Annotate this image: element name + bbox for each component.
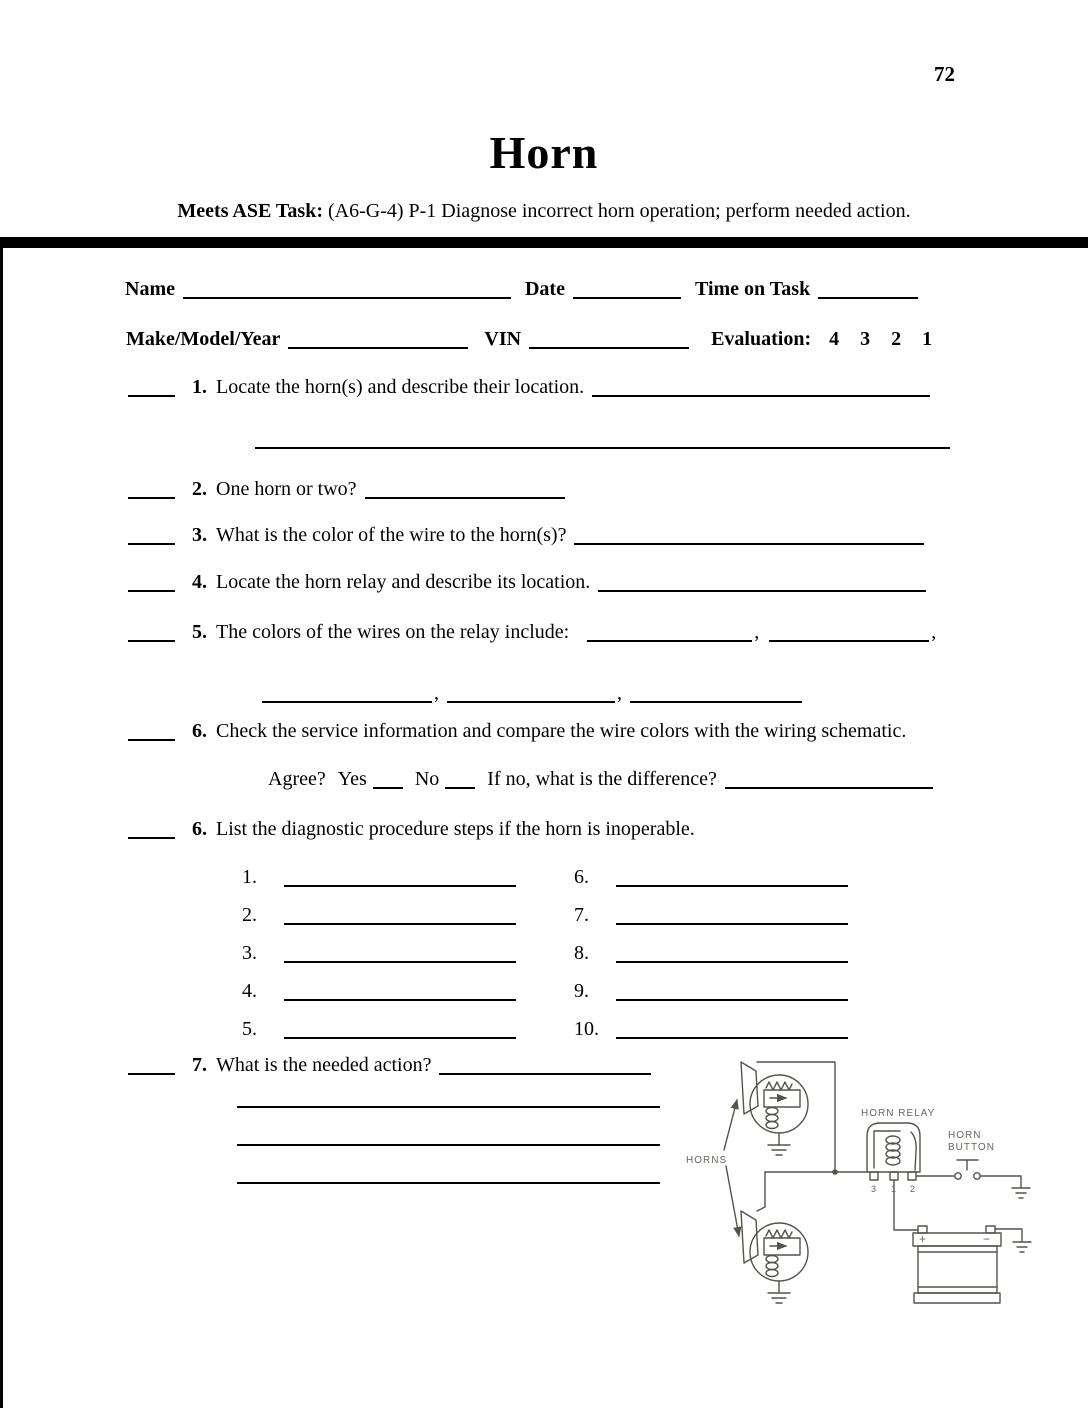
wire: [980, 1176, 1021, 1188]
step-row: [242, 1010, 516, 1048]
question-row-6a: [128, 718, 906, 744]
answer-blank: [725, 787, 933, 789]
answer-blank: [769, 640, 929, 642]
question-number: 2.: [192, 478, 207, 500]
question-text: Check the service information and compare the wire colors with the wiring schematic.: [216, 720, 907, 742]
make-model-year-blank: [288, 347, 468, 349]
question-row-3: [128, 522, 924, 548]
page-title: Horn: [489, 127, 599, 178]
answer-continuation-line: [237, 1090, 660, 1108]
ground-icon: [1012, 1188, 1030, 1198]
horn-button-label-line1: HORN: [948, 1130, 982, 1141]
step-blank: [284, 923, 516, 925]
step-row: [574, 972, 848, 1010]
step-row: [574, 934, 848, 972]
comma: ,: [617, 682, 622, 704]
if-no-label: If no, what is the difference?: [487, 768, 717, 790]
step-row: [242, 934, 516, 972]
date-label: Date: [524, 278, 565, 300]
steps-left-column: [242, 858, 516, 1048]
name-label: Name: [125, 278, 175, 300]
question-text: One horn or two?: [216, 478, 357, 500]
evaluation-label: Evaluation:: [711, 328, 812, 350]
comma: ,: [434, 682, 439, 704]
comma: ,: [931, 621, 937, 643]
step-number: 10.: [574, 1018, 599, 1040]
date-blank: [573, 297, 681, 299]
question-row-4: [128, 569, 926, 595]
step-blank: [616, 885, 848, 887]
answer-blank: [592, 395, 930, 397]
vehicle-row: [126, 326, 932, 352]
ground-icon: [768, 1133, 790, 1155]
question-row-1: [128, 374, 930, 400]
horn-relay-label: HORN RELAY: [861, 1108, 936, 1119]
time-on-task-label: Time on Task: [694, 278, 811, 300]
question-number: 4.: [192, 571, 207, 593]
step-row: [574, 896, 848, 934]
step-number: 9.: [574, 980, 589, 1002]
ground-icon: [1013, 1242, 1031, 1252]
battery-minus-label: −: [983, 1232, 992, 1246]
answer-blank: [574, 543, 924, 545]
evaluation-scores: 4 3 2 1: [829, 328, 933, 350]
wire: [995, 1229, 1022, 1242]
step-number: 2.: [242, 904, 257, 926]
question-text: What is the color of the wire to the horn(s)?: [216, 524, 567, 546]
score-blank: [128, 590, 175, 592]
agree-label: Agree?: [268, 768, 326, 790]
question-row-2: [128, 476, 565, 502]
ase-task-text: (A6-G-4) P-1 Diagnose incorrect horn operation; perform needed action.: [323, 200, 911, 222]
wire: [757, 1062, 835, 1172]
step-blank: [284, 885, 516, 887]
comma: ,: [754, 621, 760, 643]
horn-icon: [741, 1062, 808, 1133]
question-number: 6.: [192, 818, 207, 840]
answer-blank: [630, 701, 802, 703]
question-number: 1.: [192, 376, 207, 398]
question-text: The colors of the wires on the relay include:: [216, 621, 570, 643]
yes-label: Yes: [337, 768, 367, 790]
terminal-2-label: 2: [910, 1184, 917, 1194]
answer-continuation-line: [237, 1128, 660, 1146]
name-blank: [183, 297, 511, 299]
answer-continuation-line: [255, 431, 950, 449]
relay-icon: [867, 1123, 920, 1180]
step-number: 4.: [242, 980, 257, 1002]
question-text: What is the needed action?: [216, 1054, 432, 1076]
step-blank: [284, 961, 516, 963]
score-blank: [128, 837, 175, 839]
question-text: List the diagnostic procedure steps if the horn is inoperable.: [216, 818, 695, 840]
step-blank: [616, 1037, 848, 1039]
score-blank: [128, 543, 175, 545]
junction-dot: [832, 1169, 838, 1175]
steps-right-column: [574, 858, 848, 1048]
step-row: [242, 972, 516, 1010]
no-label: No: [414, 768, 440, 790]
horn-icon: [741, 1211, 808, 1281]
step-row: [242, 858, 516, 896]
answer-blank: [598, 590, 926, 592]
left-edge-line: [0, 237, 3, 1408]
question-5-continuation: [262, 680, 802, 706]
step-number: 5.: [242, 1018, 257, 1040]
battery-plus-label: +: [919, 1232, 928, 1246]
answer-blank: [587, 640, 752, 642]
ase-task-label: Meets ASE Task:: [177, 200, 323, 222]
score-blank: [128, 739, 175, 741]
make-model-year-label: Make/Model/Year: [126, 328, 281, 350]
question-text: Locate the horn relay and describe its location.: [216, 571, 591, 593]
vin-label: VIN: [484, 328, 522, 350]
step-blank: [616, 999, 848, 1001]
vin-blank: [529, 347, 689, 349]
terminal-1-label: 1: [891, 1184, 898, 1194]
answer-blank: [439, 1073, 651, 1075]
horn-wiring-diagram: [680, 1040, 1060, 1320]
step-blank: [284, 1037, 516, 1039]
question-row-7: [128, 1052, 651, 1078]
horn-button-switch-icon: [955, 1160, 980, 1179]
answer-blank: [447, 701, 615, 703]
ground-icon: [768, 1281, 790, 1303]
step-number: 7.: [574, 904, 589, 926]
score-blank: [128, 640, 175, 642]
step-number: 1.: [242, 866, 257, 888]
horn-button-label-line2: BUTTON: [948, 1142, 995, 1153]
step-blank: [284, 999, 516, 1001]
step-number: 3.: [242, 942, 257, 964]
question-row-6b: [128, 816, 695, 842]
answer-blank: [365, 497, 565, 499]
name-date-row: [125, 276, 918, 302]
step-row: [574, 858, 848, 896]
step-number: 6.: [574, 866, 589, 888]
score-blank: [128, 395, 175, 397]
horns-pointer-arrow: [724, 1100, 737, 1150]
wire: [757, 1172, 765, 1211]
step-row: [242, 896, 516, 934]
step-blank: [616, 923, 848, 925]
no-blank: [445, 787, 475, 789]
horns-pointer-arrow: [726, 1166, 739, 1236]
question-text: Locate the horn(s) and describe their location.: [216, 376, 585, 398]
question-number: 3.: [192, 524, 207, 546]
step-number: 8.: [574, 942, 589, 964]
question-number: 5.: [192, 621, 207, 643]
question-number: 7.: [192, 1054, 207, 1076]
page-number: 72: [934, 62, 955, 86]
divider-rule: [0, 237, 1088, 248]
time-on-task-blank: [818, 297, 918, 299]
answer-blank: [262, 701, 432, 703]
score-blank: [128, 1073, 175, 1075]
score-blank: [128, 497, 175, 499]
terminal-3-label: 3: [871, 1184, 878, 1194]
agree-row: [268, 766, 933, 792]
horns-label: HORNS: [686, 1155, 728, 1166]
yes-blank: [373, 787, 403, 789]
question-number: 6.: [192, 720, 207, 742]
answer-continuation-line: [237, 1166, 660, 1184]
ase-task-line: [0, 200, 1088, 223]
step-blank: [616, 961, 848, 963]
question-row-5: [128, 619, 936, 645]
